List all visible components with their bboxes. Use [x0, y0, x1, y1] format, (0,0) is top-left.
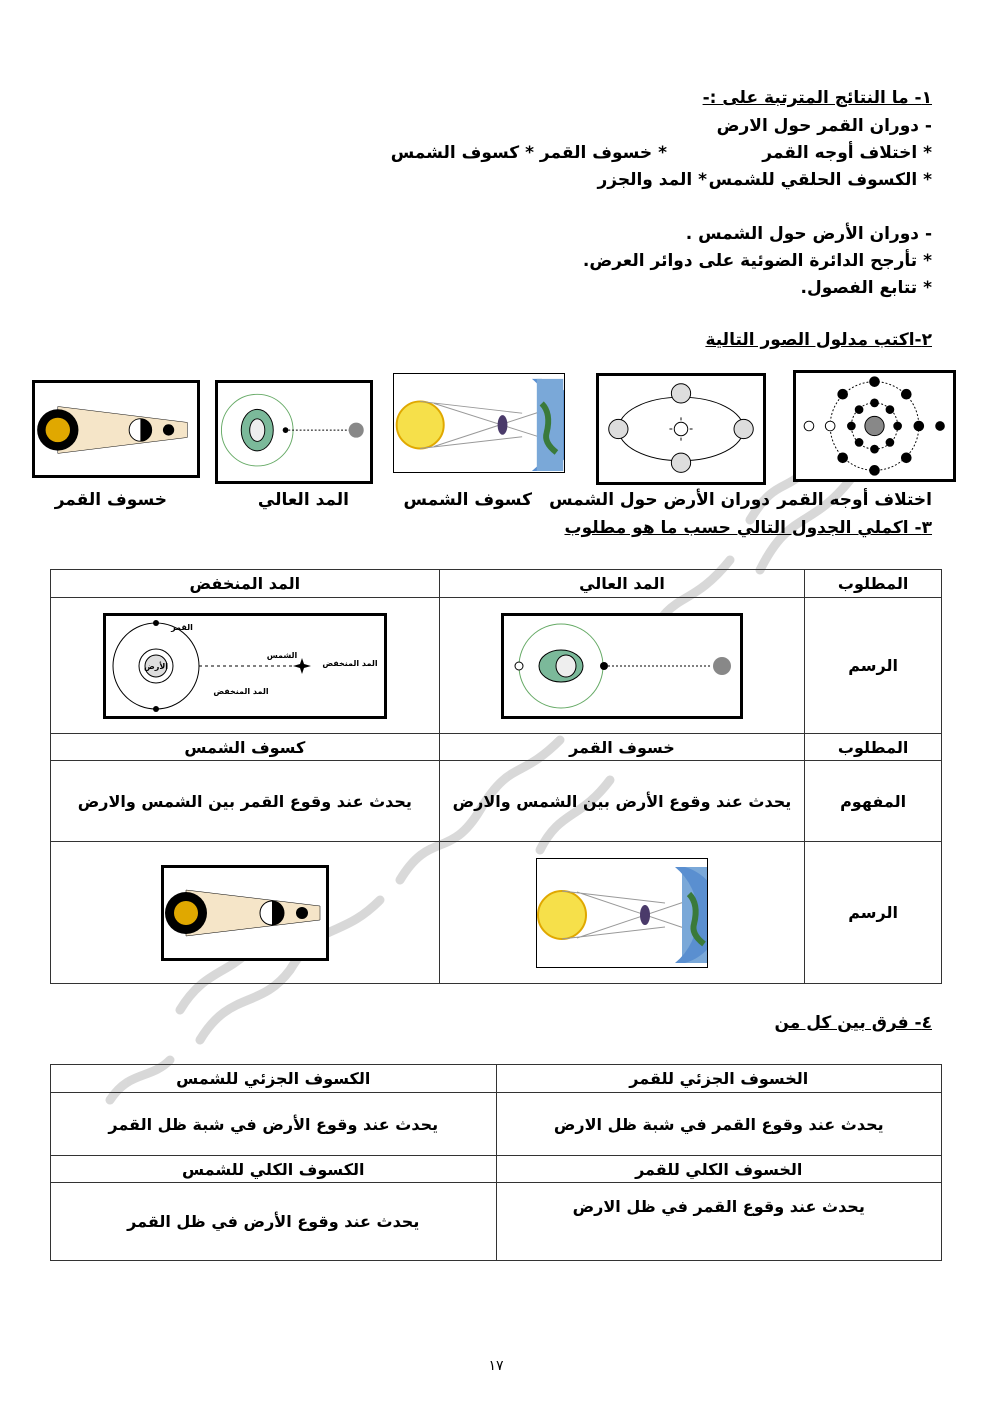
caption-lunar-eclipse: خسوف القمر	[54, 490, 167, 510]
low-tide-right-label: المد المنخفض	[322, 658, 378, 668]
q3-label-concept: المفهوم	[805, 761, 942, 842]
high-tide-drawing	[501, 613, 743, 719]
q3-solar-eclipse-drawing-cell	[439, 842, 805, 984]
q1-moon-result-2b: * المد والجزر	[597, 170, 707, 190]
q3-label-required-2: المطلوب	[805, 734, 942, 761]
q4-partial-solar: الكسوف الجزئي للشمس	[51, 1065, 497, 1093]
earth-orbit-image	[596, 373, 766, 485]
caption-solar-eclipse: كسوف الشمس	[403, 490, 532, 510]
q2-pictures	[30, 370, 960, 490]
caption-moon-phases: اختلاف أوجه القمر	[777, 490, 932, 510]
caption-earth-orbit: دوران الأرض حول الشمس	[549, 490, 770, 510]
q3-label-drawing-2: الرسم	[805, 842, 942, 984]
q3-lunar-eclipse: خسوف القمر	[439, 734, 805, 761]
q4-heading: ٤- فرق بين كل من	[774, 1013, 932, 1033]
q3-high-tide: المد العالي	[439, 570, 805, 598]
q4-total-solar: الكسوف الكلي للشمس	[51, 1156, 497, 1183]
high-tide-image	[215, 380, 373, 484]
q1-earth-rotation: - دوران الأرض حول الشمس .	[685, 224, 932, 244]
q4-total-lunar: الخسوف الكلي للقمر	[496, 1156, 942, 1183]
low-tide-moon-label: القمر	[170, 622, 193, 632]
q4-total-solar-def: يحدث عند وقوع الأرض في ظل القمر	[51, 1183, 497, 1261]
q3-solar-concept: يحدث عند وقوع القمر بين الشمس والارض	[51, 761, 440, 842]
q4-partial-solar-def: يحدث عند وقوع الأرض في شبة ظل القمر	[51, 1093, 497, 1156]
q4-partial-lunar: الخسوف الجزئي للقمر	[496, 1065, 942, 1093]
lunar-eclipse-image	[32, 380, 200, 478]
q3-lunar-concept: يحدث عند وقوع الأرض بين الشمس والارض	[439, 761, 805, 842]
low-tide-bottom-label: المد المنخفض	[213, 686, 269, 696]
q3-low-tide: المد المنخفض	[51, 570, 440, 598]
q2-heading: ٢-اكتب مدلول الصور التالية	[705, 330, 932, 350]
caption-high-tide: المد العالي	[257, 490, 349, 510]
page-number: ١٧	[488, 1358, 504, 1374]
moon-phases-image	[793, 370, 956, 482]
q3-table	[50, 569, 942, 984]
q1-moon-result-1b: * خسوف القمر * كسوف الشمس	[390, 143, 667, 163]
q4-total-lunar-def: يحدث عند وقوع القمر في ظل الارض	[496, 1183, 942, 1261]
q4-partial-lunar-def: يحدث عند وقوع القمر في شبة ظل الارض	[496, 1093, 942, 1156]
q3-label-drawing: الرسم	[805, 598, 942, 734]
low-tide-drawing	[103, 613, 387, 719]
q3-high-tide-drawing-cell	[439, 598, 805, 734]
solar-eclipse-image	[393, 373, 565, 473]
lunar-eclipse-drawing	[161, 865, 329, 961]
q4-table	[50, 1064, 942, 1261]
q1-earth-result-1: * تأرجح الدائرة الضوئية على دوائر العرض.	[582, 251, 932, 271]
q3-lunar-eclipse-drawing-cell	[51, 842, 440, 984]
q1-moon-result-1a: * اختلاف أوجه القمر	[762, 143, 932, 163]
q3-solar-eclipse: كسوف الشمس	[51, 734, 440, 761]
low-tide-sun-label: الشمس	[266, 650, 298, 660]
q3-heading: ٣- اكملي الجدول التالي حسب ما هو مطلوب	[564, 518, 932, 538]
q1-heading: ١- ما النتائج المترتبة على :-	[702, 88, 932, 108]
q1-moon-result-2a: * الكسوف الحلقي للشمس	[708, 170, 932, 190]
solar-eclipse-drawing	[536, 858, 708, 968]
q3-low-tide-drawing-cell	[51, 598, 440, 734]
q1-moon-rotation: - دوران القمر حول الارض	[716, 116, 932, 136]
q3-label-required: المطلوب	[805, 570, 942, 598]
q1-earth-result-2: * تتابع الفصول.	[800, 278, 932, 298]
low-tide-earth-label: الأرض	[143, 661, 168, 671]
